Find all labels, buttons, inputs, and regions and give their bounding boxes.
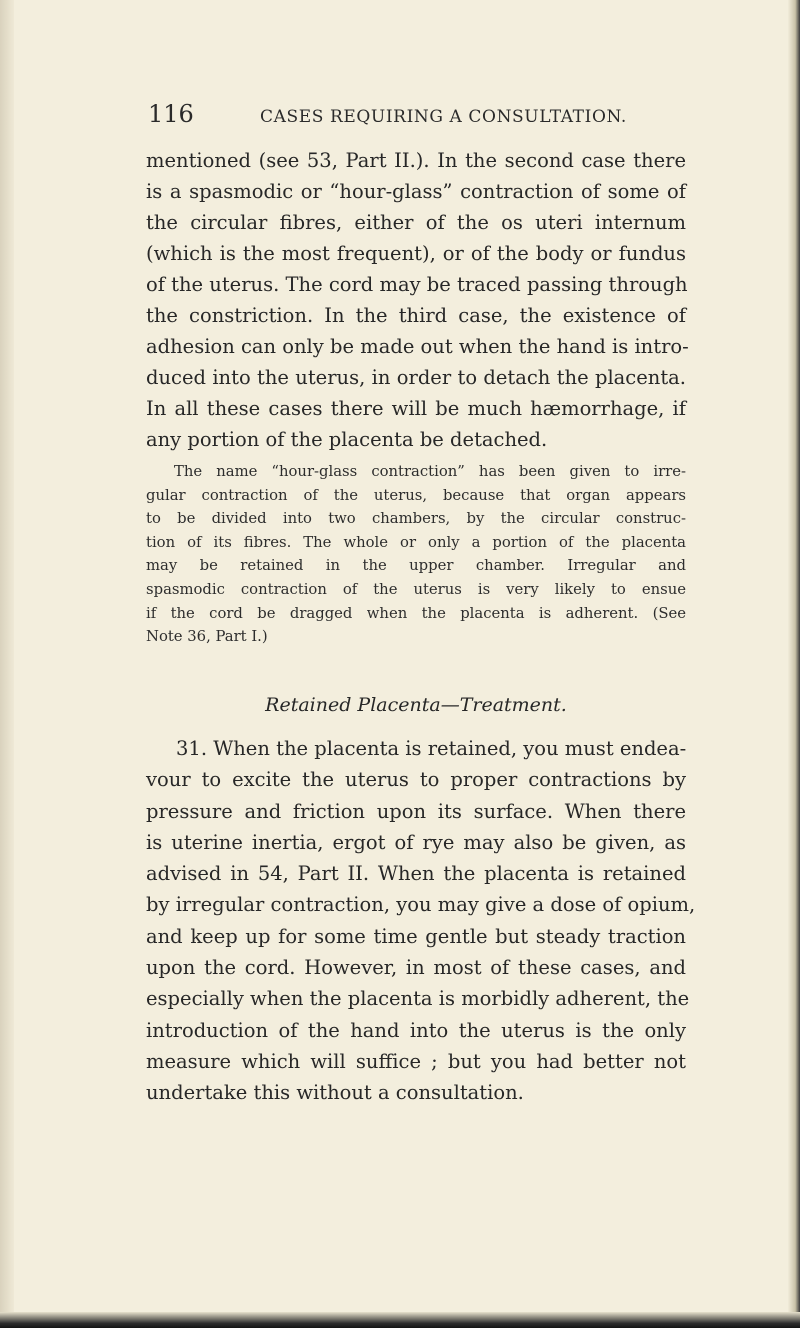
text-line: the circular fibres, either of the os uteri internum <box>146 211 686 234</box>
text-line: is a spasmodic or “hour-glass” contraction of some of <box>146 180 686 203</box>
text-line: especially when the placenta is morbidly adherent, the <box>146 987 690 1011</box>
note-line: The name “hour-glass contraction” has been given to irre- <box>174 463 686 480</box>
note-paragraph <box>146 460 686 649</box>
page-right-edge <box>788 0 800 1328</box>
text-line: adhesion can only be made out when the hand is intro- <box>146 335 689 358</box>
note-line: may be retained in the upper chamber. Irregular and <box>146 557 686 575</box>
page-number: 116 <box>148 100 194 128</box>
text-line: advised in 54, Part II. When the placenta is retained <box>146 862 686 886</box>
text-line: by irregular contraction, you may give a dose of opium, <box>146 893 696 917</box>
text-line: introduction of the hand into the uterus is the only <box>146 1018 686 1042</box>
running-head: CASES REQUIRING A CONSULTATION. <box>260 107 627 127</box>
text-line: upon the cord. However, in most of these cases, and <box>146 956 686 980</box>
text-line: pressure and friction upon its surface. When there <box>146 799 686 823</box>
section-heading: Retained Placenta—Treatment. <box>265 694 567 716</box>
text-line: duced into the uterus, in order to detach the placenta. <box>146 366 686 389</box>
note-line: if the cord be dragged when the placenta is adherent. (See <box>146 604 686 622</box>
text-line: the constriction. In the third case, the existence of <box>146 304 686 327</box>
text-line: any portion of the placenta be detached. <box>146 428 548 451</box>
text-line: mentioned (see 53, Part II.). In the second case there <box>146 149 686 172</box>
note-line: to be divided into two chambers, by the circular construc- <box>146 510 686 528</box>
note-line: gular contraction of the uterus, because that organ appears <box>146 486 686 504</box>
paragraph-main <box>146 145 689 455</box>
text-line: vour to excite the uterus to proper contractions by <box>146 768 686 792</box>
text-line: undertake this without a consultation. <box>146 1081 524 1105</box>
text-line: measure which will suffice ; but you had better not <box>146 1049 686 1073</box>
note-line: Note 36, Part I.) <box>146 628 268 646</box>
note-line: spasmodic contraction of the uterus is very likely to ensue <box>146 580 686 598</box>
note-line: tion of its fibres. The whole or only a portion of the placenta <box>146 533 686 551</box>
text-line: and keep up for some time gentle but steady traction <box>146 924 686 948</box>
text-line: is uterine inertia, ergot of rye may also be given, as <box>146 830 686 854</box>
text-line: of the uterus. The cord may be traced passing through <box>146 273 688 296</box>
text-line: (which is the most frequent), or of the body or fundus <box>146 242 686 265</box>
paragraph-31 <box>146 733 696 1109</box>
text-line: 31. When the placenta is retained, you must endea- <box>176 737 687 760</box>
text-line: In all these cases there will be much hæmorrhage, if <box>146 397 686 420</box>
page-header <box>148 100 688 128</box>
page-gutter <box>0 0 14 1328</box>
page-bottom-edge <box>0 1312 800 1328</box>
